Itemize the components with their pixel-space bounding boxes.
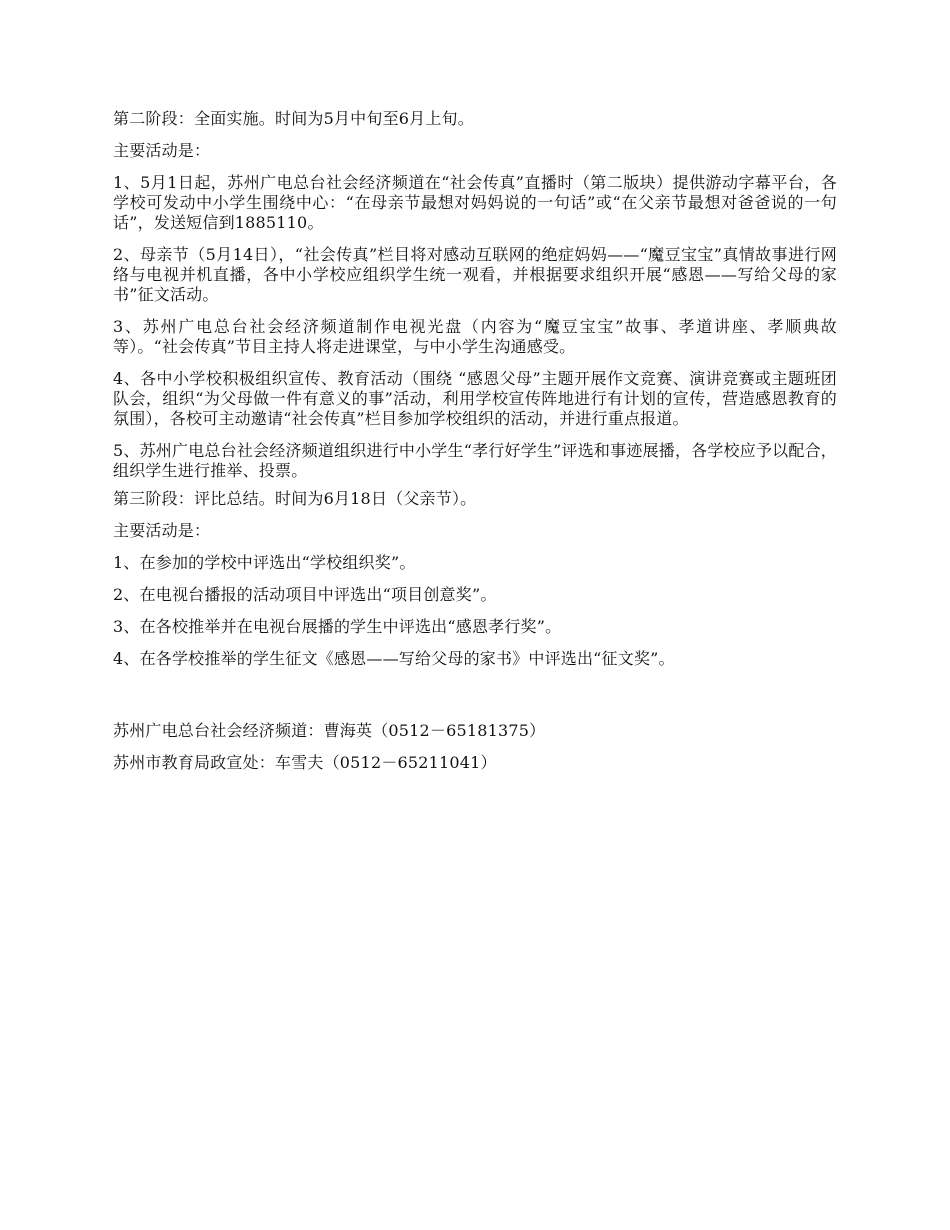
stage2-item-1: 1、5月1日起，苏州广电总台社会经济频道在“社会传真”直播时（第二版块）提供游动字幕平台，各学校可发动中小学生围绕中心：“在母亲节最想对妈妈说的一句话”或“在父亲节最想对爸爸说的一句话”，发送短信到1885110。 xyxy=(113,173,837,232)
stage3-item-1: 1、在参加的学校中评选出“学校组织奖”。 xyxy=(113,553,416,572)
stage3-heading: 第三阶段：评比总结。时间为6月18日（父亲节）。 xyxy=(113,489,477,508)
document-body xyxy=(113,109,837,785)
contact-education-bureau: 苏州市教育局政宣处：车雪夫（0512－65211041） xyxy=(113,753,497,772)
stage2-item-5: 5、苏州广电总台社会经济频道组织进行中小学生“孝行好学生”评选和事迹展播，各学校应予以配合，组织学生进行推举、投票。 xyxy=(113,441,837,480)
stage2-heading: 第二阶段：全面实施。时间为5月中旬至6月上旬。 xyxy=(113,109,474,128)
stage3-item-3: 3、在各校推举并在电视台展播的学生中评选出“感恩孝行奖”。 xyxy=(113,617,562,636)
section-spacer xyxy=(113,681,837,721)
stage2-item-3: 3、苏州广电总台社会经济频道制作电视光盘（内容为“魔豆宝宝”故事、孝道讲座、孝顺典故等）。“社会传真”节目主持人将走进课堂，与中小学生沟通感受。 xyxy=(113,317,837,356)
stage3-activities-label: 主要活动是： xyxy=(113,521,211,540)
stage2-item-2: 2、母亲节（5月14日），“社会传真”栏目将对感动互联网的绝症妈妈——“魔豆宝宝”真情故事进行网络与电视并机直播，各中小学校应组织学生统一观看，并根据要求组织开展“感恩——写给父母的家书”征文活动。 xyxy=(113,245,837,304)
contact-tv-channel: 苏州广电总台社会经济频道：曹海英（0512－65181375） xyxy=(113,721,546,740)
stage3-item-4: 4、在各学校推举的学生征文《感恩——写给父母的家书》中评选出“征文奖”。 xyxy=(113,649,675,668)
stage2-item-4: 4、各中小学校积极组织宣传、教育活动（围绕 “感恩父母”主题开展作文竞赛、演讲竞赛或主题班团队会，组织“为父母做一件有意义的事”活动，利用学校宣传阵地进行有计划的宣传，营造感恩教育的氛围），各校可主动邀请“社会传真”栏目参加学校组织的活动，并进行重点报道。 xyxy=(113,369,837,428)
stage2-activities-label: 主要活动是： xyxy=(113,141,211,160)
stage3-item-2: 2、在电视台播报的活动项目中评选出“项目创意奖”。 xyxy=(113,585,497,604)
